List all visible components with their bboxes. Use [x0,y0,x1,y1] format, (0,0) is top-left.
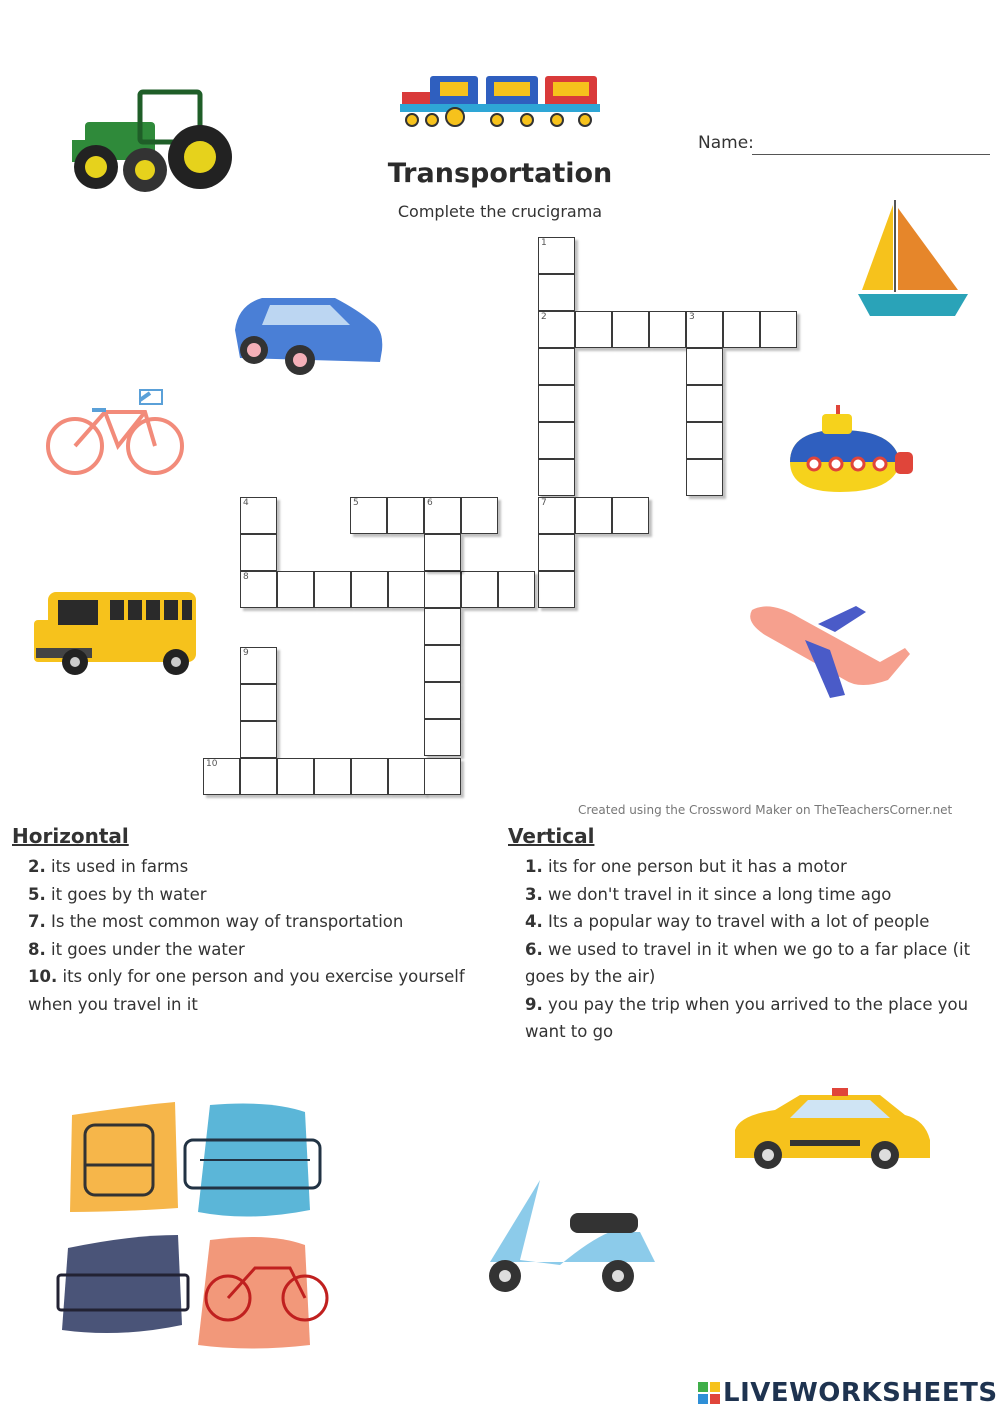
crossword-cell[interactable] [240,497,277,534]
crossword-cell[interactable] [498,571,535,608]
clue-item: 2. its used in farms [28,857,189,876]
crossword-cell[interactable] [240,721,277,758]
clue-number: 10 [206,759,218,769]
worksheet-title: Transportation [387,158,613,189]
crossword-cell[interactable] [240,684,277,721]
crossword-cell[interactable] [203,758,240,795]
crossword-cell[interactable] [612,497,649,534]
crossword-cell[interactable] [575,497,612,534]
clue-number: 5 [353,498,359,508]
crossword-cell[interactable] [686,422,723,459]
clue-item: 1. its for one person but it has a motor [525,857,847,876]
liveworksheets-logo [698,1378,998,1408]
crossword-cell[interactable] [686,311,723,348]
crossword-cell[interactable] [424,608,461,645]
crossword-cell[interactable] [538,274,575,311]
clue-number: 7 [541,498,547,508]
clue-item: 8. it goes under the water [28,939,245,959]
bus-tile-icon [70,1102,178,1212]
clue-item: 4. Its a popular way to travel with a lot of people [525,912,930,931]
crossword-cell[interactable] [538,311,575,348]
horizontal-heading: Horizontal [12,824,129,848]
crossword-cell[interactable] [686,348,723,385]
crossword-cell[interactable] [240,534,277,571]
clue-item: 10. its only for one person and you exercise yourself when you travel in it [28,967,465,1014]
crossword-cell[interactable] [538,422,575,459]
crossword-cell[interactable] [424,571,461,608]
crossword-cell[interactable] [538,534,575,571]
vertical-clue-list [525,853,995,1046]
crossword-cell[interactable] [388,571,425,608]
crossword-cell[interactable] [424,497,461,534]
crossword-cell[interactable] [538,571,575,608]
crossword-cell[interactable] [760,311,797,348]
crossword-cell[interactable] [387,497,424,534]
logo-text: LIVEWORKSHEETS [723,1378,998,1408]
crossword-cell[interactable] [314,571,351,608]
crossword-cell[interactable] [351,758,388,795]
crossword-cell[interactable] [686,459,723,496]
clue-item: 9. you pay the trip when you arrived to the place you want to go [525,994,969,1041]
crossword-cell[interactable] [314,758,351,795]
crossword-cell[interactable] [350,497,387,534]
crossword-cell[interactable] [424,719,461,756]
crossword-cell[interactable] [538,385,575,422]
taxi-icon [735,1088,930,1169]
crossword-cell[interactable] [538,459,575,496]
crossword-cell[interactable] [240,571,277,608]
crossword-cell[interactable] [649,311,686,348]
crossword-cell[interactable] [575,311,612,348]
crossword-cell[interactable] [388,758,425,795]
clue-number: 4 [243,498,249,508]
crossword-cell[interactable] [612,311,649,348]
clue-number: 8 [243,572,249,582]
crossword-cell[interactable] [686,385,723,422]
name-label: Name: [698,133,754,153]
credit-text: Created using the Crossword Maker on TheTeachersCorner.net [578,803,953,817]
crossword-cell[interactable] [277,571,314,608]
crossword-cell[interactable] [461,497,498,534]
bike-tile-icon [198,1237,327,1349]
worksheet-subtitle: Complete the crucigrama [397,202,603,221]
crossword-cell[interactable] [240,758,277,795]
clue-item: 7. Is the most common way of transportation [28,912,404,931]
coach-tile-icon [185,1104,320,1217]
crossword-cell[interactable] [351,571,388,608]
crossword-cell[interactable] [538,497,575,534]
crossword-cell[interactable] [538,237,575,274]
vertical-heading: Vertical [508,824,595,848]
logo-icon [698,1382,720,1404]
clue-item: 5. it goes by th water [28,884,207,904]
clue-item: 6. we used to travel in it when we go to a far place (it goes by the air) [525,939,971,986]
horizontal-clue-list [28,853,488,1018]
train-tile-icon [58,1235,188,1333]
clue-item: 3. we don't travel in it since a long time ago [525,884,892,904]
crossword-cell[interactable] [538,348,575,385]
crossword-cell[interactable] [424,534,461,571]
crossword-cell[interactable] [723,311,760,348]
crossword-cell[interactable] [424,682,461,719]
crossword-cell[interactable] [277,758,314,795]
clue-number: 6 [427,498,433,508]
crossword-cell[interactable] [461,571,498,608]
crossword-cell[interactable] [424,645,461,682]
scooter-icon [489,1180,655,1292]
crossword-cell[interactable] [424,758,461,795]
clue-number: 9 [243,648,249,658]
clue-number: 3 [689,312,695,322]
crossword-cell[interactable] [240,647,277,684]
clue-number: 1 [541,238,547,248]
clue-number: 2 [541,312,547,322]
